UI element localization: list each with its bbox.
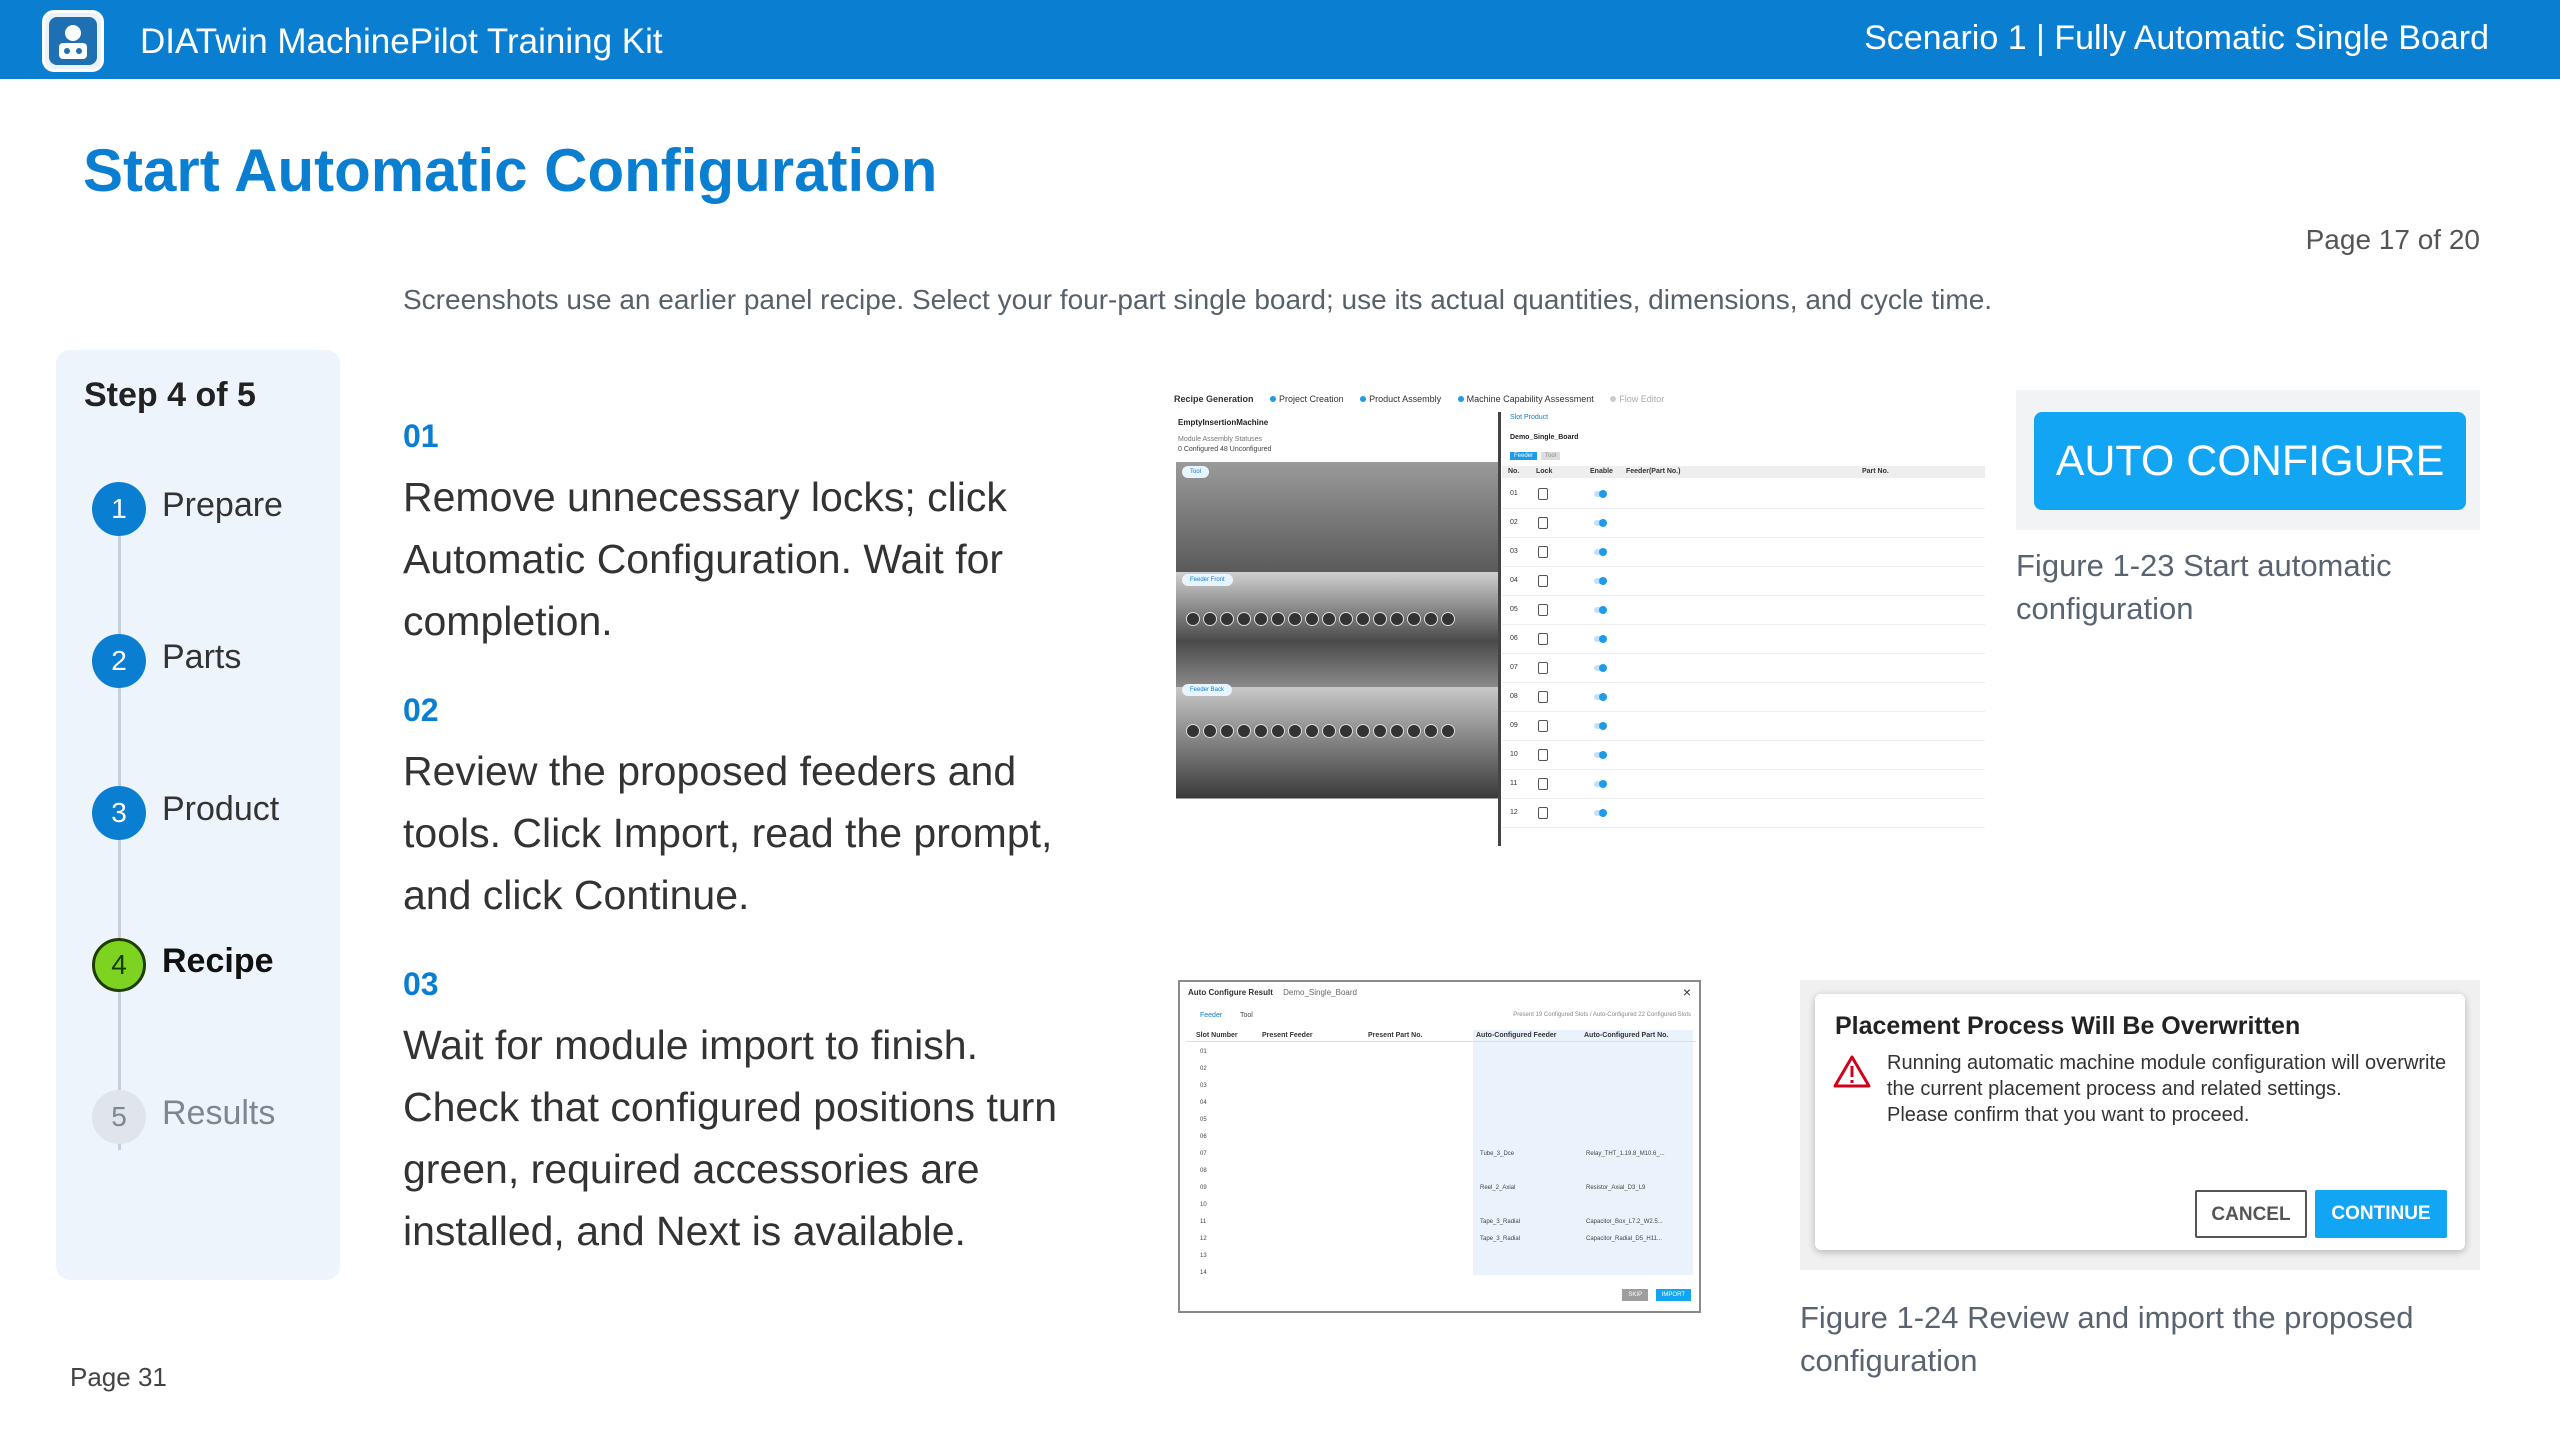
slot-number: 03 — [1510, 548, 1518, 555]
step-results[interactable] — [92, 1086, 332, 1146]
slot-number: 06 — [1510, 635, 1518, 642]
instruction-number: 01 — [403, 418, 439, 454]
machine-3d-view — [1176, 462, 1498, 846]
step-heading: Step 4 of 5 — [84, 376, 256, 414]
column-header: Present Part No. — [1368, 1032, 1423, 1039]
close-icon[interactable]: × — [1682, 984, 1691, 1000]
result-slot: 06 — [1200, 1134, 1207, 1140]
result-slot: 08 — [1200, 1168, 1207, 1174]
slot-row[interactable] — [1502, 654, 1985, 683]
result-slot: 11 — [1200, 1219, 1207, 1225]
machine-name: EmptyInsertionMachine — [1178, 418, 1269, 427]
slot-number: 08 — [1510, 693, 1518, 700]
toggle-icon[interactable] — [1594, 520, 1606, 526]
step-label: Results — [162, 1094, 276, 1132]
toggle-icon[interactable] — [1594, 665, 1606, 671]
step-number: 3 — [92, 786, 146, 840]
slot-number: 02 — [1510, 519, 1518, 526]
recipe-title: Recipe Generation — [1174, 394, 1254, 404]
column-header: Part No. — [1862, 468, 1889, 475]
toggle-icon[interactable] — [1594, 578, 1606, 584]
tool-panel — [1176, 462, 1498, 572]
slot-row[interactable] — [1502, 538, 1985, 567]
slot-number: 11 — [1510, 780, 1518, 787]
result-slot: 04 — [1200, 1100, 1207, 1106]
slot-row[interactable] — [1502, 770, 1985, 799]
status-label: Module Assembly Statuses — [1178, 436, 1263, 443]
warning-title: Placement Process Will Be Overwritten — [1835, 1012, 2301, 1040]
result-feeder: Tube_3_Dce — [1480, 1151, 1515, 1157]
slot-table-header — [1502, 466, 1985, 478]
step-dot — [1360, 396, 1366, 402]
result-board: Demo_Single_Board — [1283, 988, 1357, 997]
step-number: 2 — [92, 634, 146, 688]
lock-icon[interactable] — [1538, 546, 1548, 558]
result-slot: 13 — [1200, 1253, 1207, 1259]
logo-icon — [42, 10, 104, 72]
lock-icon[interactable] — [1538, 575, 1548, 587]
page-footer: Page 31 — [70, 1362, 167, 1392]
instruction-number: 02 — [403, 692, 439, 728]
crumb: Machine Capability Assessment — [1466, 394, 1594, 404]
step-label: Product — [162, 790, 280, 828]
feeder-back-panel — [1176, 687, 1498, 846]
auto-configure-button[interactable]: AUTO CONFIGURE — [2034, 412, 2466, 510]
column-header: No. — [1508, 468, 1520, 475]
skip-button[interactable]: SKIP — [1622, 1289, 1648, 1301]
result-part: Relay_THT_1.19.8_M10.6_... — [1586, 1151, 1665, 1157]
result-slot: 02 — [1200, 1066, 1207, 1072]
step-label: Prepare — [162, 486, 283, 524]
column-header: Present Feeder — [1262, 1032, 1313, 1039]
result-table-header — [1186, 1030, 1696, 1042]
auto-configure-result-dialog — [1178, 980, 1701, 1313]
slot-row[interactable] — [1502, 799, 1985, 828]
toggle-icon[interactable] — [1594, 694, 1606, 700]
toggle-icon[interactable] — [1594, 636, 1606, 642]
step-label: Recipe — [162, 942, 274, 980]
column-header: Auto-Configured Feeder — [1476, 1032, 1557, 1039]
toggle-icon[interactable] — [1594, 781, 1606, 787]
dialog-title — [1188, 988, 1357, 997]
slot-number: 09 — [1510, 722, 1518, 729]
result-part: Resistor_Axial_D3_L9 — [1586, 1185, 1646, 1191]
lock-icon[interactable] — [1538, 807, 1548, 819]
tab-tool[interactable]: Tool — [1240, 1012, 1253, 1019]
instruction-number: 03 — [403, 966, 439, 1002]
crumb: Project Creation — [1279, 394, 1344, 404]
result-title: Auto Configure Result — [1188, 988, 1273, 997]
step-product[interactable] — [92, 782, 332, 842]
slot-number: 12 — [1510, 809, 1518, 816]
tool-action[interactable]: Tool — [1541, 452, 1560, 460]
step-number: 1 — [92, 482, 146, 536]
lock-icon[interactable] — [1538, 662, 1548, 674]
slot-number: 07 — [1510, 664, 1518, 671]
feeder-slots-front — [1186, 612, 1455, 626]
screenshot-note: Screenshots use an earlier panel recipe. Select your four-part single board; use its actual quantities, dimensions, and cycle time. — [403, 284, 1993, 315]
result-tabs — [1200, 1012, 1269, 1019]
step-number: 4 — [92, 938, 146, 992]
continue-button[interactable]: CONTINUE — [2315, 1190, 2447, 1238]
slot-row[interactable] — [1502, 712, 1985, 741]
lock-icon[interactable] — [1538, 720, 1548, 732]
slot-row[interactable] — [1502, 480, 1985, 509]
lock-icon[interactable] — [1538, 517, 1548, 529]
slot-row[interactable] — [1502, 683, 1985, 712]
result-slot: 03 — [1200, 1083, 1207, 1089]
step-dot — [1610, 396, 1616, 402]
crumb: Flow Editor — [1619, 394, 1665, 404]
import-button[interactable]: IMPORT — [1656, 1289, 1691, 1301]
toggle-icon[interactable] — [1594, 752, 1606, 758]
result-slot: 05 — [1200, 1117, 1207, 1123]
step-dot — [1270, 396, 1276, 402]
step-recipe[interactable] — [92, 934, 332, 994]
instruction-text: Remove unnecessary locks; click Automatic Configuration. Wait for completion. — [403, 474, 1007, 644]
result-slot: 09 — [1200, 1185, 1207, 1191]
view-tag: Feeder Back — [1182, 684, 1232, 696]
toggle-icon[interactable] — [1594, 607, 1606, 613]
step-panel — [56, 350, 340, 1280]
lock-icon[interactable] — [1538, 633, 1548, 645]
panel-divider — [1498, 412, 1501, 846]
lock-icon[interactable] — [1538, 749, 1548, 761]
step-label: Parts — [162, 638, 242, 676]
page-title: Start Automatic Configuration — [83, 137, 938, 204]
toggle-icon[interactable] — [1594, 723, 1606, 729]
slot-product-tabs[interactable]: Slot Product — [1510, 414, 1549, 421]
column-header: Auto-Configured Part No. — [1584, 1032, 1669, 1039]
warning-message: Running automatic machine module configuration will overwrite the current placement process and related settings. Please confirm that you want to proceed. — [1887, 1052, 2447, 1126]
auto-configure-figure — [2016, 390, 2480, 530]
warning-icon — [1833, 1054, 1871, 1088]
app-title: DIATwin MachinePilot Training Kit — [140, 22, 663, 61]
lock-icon[interactable] — [1538, 604, 1548, 616]
slot-row[interactable] — [1502, 741, 1985, 770]
feeder-tool-actions — [1510, 452, 1564, 460]
status-values: 0 Configured 48 Unconfigured — [1178, 446, 1272, 453]
result-slot: 01 — [1200, 1049, 1207, 1055]
slot-number: 05 — [1510, 606, 1518, 613]
result-summary: Present 19 Configured Slots / Auto-Configured 22 Configured Slots — [1513, 1012, 1691, 1018]
result-slot: 12 — [1200, 1236, 1207, 1242]
column-header: Slot Number — [1196, 1032, 1238, 1039]
scenario-title: Scenario 1 | Fully Automatic Single Board — [1864, 19, 2489, 57]
column-header: Lock — [1536, 468, 1553, 475]
slot-number: 04 — [1510, 577, 1518, 584]
result-feeder: Tape_3_Radial — [1480, 1219, 1521, 1225]
figure-caption: Figure 1-24 Review and import the proposed configuration — [1800, 1300, 2414, 1378]
instruction-text: Review the proposed feeders and tools. Click Import, read the prompt, and click Continue. — [403, 748, 1053, 918]
step-dot — [1458, 396, 1464, 402]
feeder-front-panel — [1176, 572, 1498, 687]
column-header: Enable — [1590, 468, 1613, 475]
feeder-slots-back — [1186, 724, 1455, 738]
top-bar — [0, 0, 2560, 79]
view-tag: Tool — [1182, 466, 1209, 478]
lock-icon[interactable] — [1538, 488, 1548, 500]
overwrite-warning-dialog — [1815, 994, 2465, 1250]
slot-number: 01 — [1510, 490, 1518, 497]
result-slot: 07 — [1200, 1151, 1207, 1157]
result-part: Capacitor_Radial_D5_H11... — [1586, 1236, 1662, 1242]
recipe-generation-screenshot — [1170, 392, 1985, 846]
feeder-action[interactable]: Feeder — [1510, 452, 1537, 460]
step-number: 5 — [92, 1090, 146, 1144]
crumb: Product Assembly — [1369, 394, 1442, 404]
slot-row[interactable] — [1502, 596, 1985, 625]
result-slot: 10 — [1200, 1202, 1207, 1208]
result-row — [1186, 1265, 1696, 1285]
tab-feeder[interactable]: Feeder — [1200, 1012, 1223, 1019]
toggle-icon[interactable] — [1594, 491, 1606, 497]
result-feeder: Tape_3_Radial — [1480, 1236, 1521, 1242]
step-prepare[interactable] — [92, 478, 332, 538]
recipe-breadcrumb — [1174, 394, 1974, 410]
view-tag: Feeder Front — [1182, 574, 1233, 586]
toggle-icon[interactable] — [1594, 810, 1606, 816]
lock-icon[interactable] — [1538, 778, 1548, 790]
column-header: Feeder(Part No.) — [1626, 468, 1681, 475]
page-counter: Page 17 of 20 — [2305, 224, 2480, 255]
result-slot: 14 — [1200, 1270, 1207, 1276]
slot-row[interactable] — [1502, 625, 1985, 654]
instruction-text: Wait for module import to finish. Check that configured positions turn green, required accessories are installed, and Next is available. — [403, 1022, 1058, 1254]
lock-icon[interactable] — [1538, 691, 1548, 703]
figure-caption: Figure 1-23 Start automatic configuration — [2016, 548, 2392, 626]
cancel-button[interactable]: CANCEL — [2195, 1190, 2307, 1238]
result-footer — [1616, 1289, 1691, 1301]
toggle-icon[interactable] — [1594, 549, 1606, 555]
result-feeder: Reel_2_Axial — [1480, 1185, 1516, 1191]
slot-row[interactable] — [1502, 509, 1985, 538]
result-part: Capacitor_Box_L7.2_W2.5... — [1586, 1219, 1663, 1225]
slot-number: 10 — [1510, 751, 1518, 758]
slot-row[interactable] — [1502, 567, 1985, 596]
step-parts[interactable] — [92, 630, 332, 690]
board-name: Demo_Single_Board — [1510, 434, 1579, 441]
